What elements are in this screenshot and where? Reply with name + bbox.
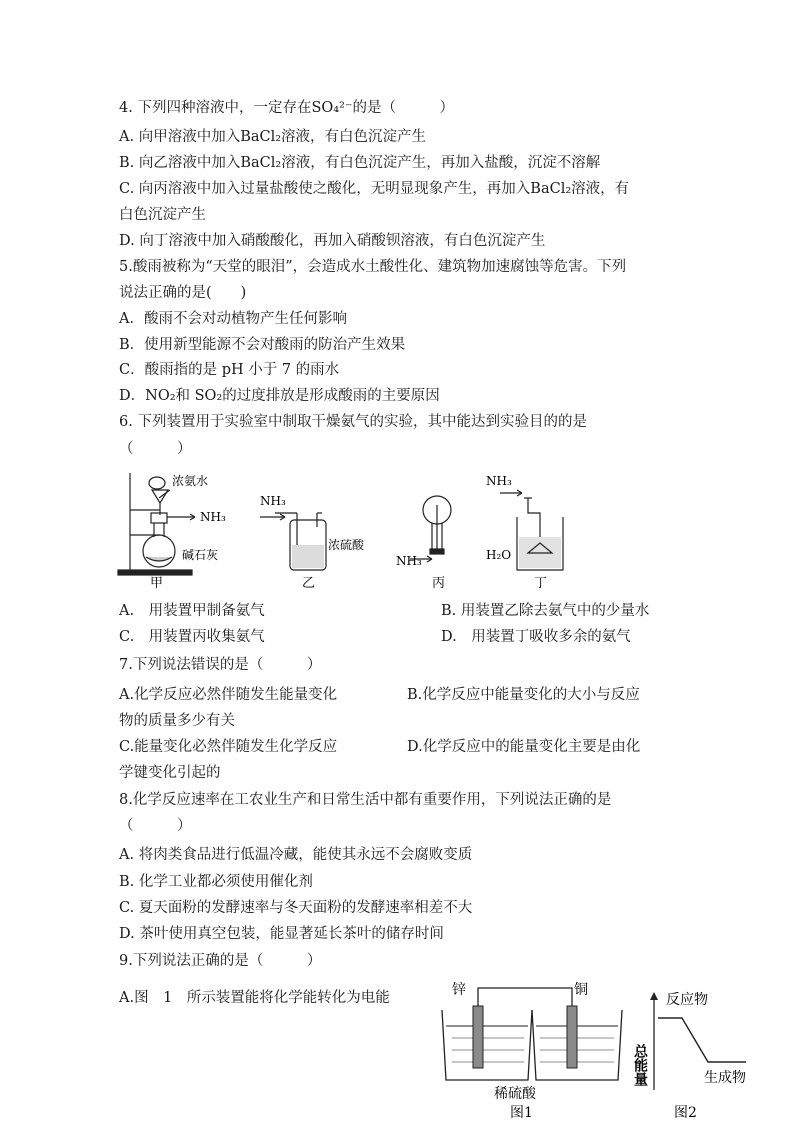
bing-nh3-label: NH₃ (396, 554, 422, 568)
q7-option-b: B.化学反应中能量变化的大小与反应 (407, 687, 640, 703)
fig2-ylabel: 总能量 (632, 1044, 648, 1086)
ding-water-label: H₂O (486, 548, 512, 562)
fig2-product-label: 生成物 (704, 1070, 746, 1086)
q6-option-d: D. 用装置丁吸收多余的氨气 (441, 629, 631, 645)
yi-caption: 乙 (302, 576, 316, 591)
q5-option-b: B．使用新型能源不会对酸雨的防治产生效果 (119, 337, 406, 353)
q7-stem: 7.下列说法错误的是（ ） (119, 657, 322, 673)
q6-option-b: B. 用装置乙除去氨气中的少量水 (441, 603, 650, 619)
q7-option-d: D.化学反应中的能量变化主要是由化 (407, 739, 641, 755)
q8-stem: 8.化学反应速率在工农业生产和日常生活中都有重要作用，下列说法正确的是 (119, 792, 612, 808)
apparatus-bing (410, 496, 451, 562)
q8-stem-cont: （ ） (119, 818, 192, 834)
fig2-caption: 图2 (674, 1105, 697, 1121)
q5-stem-cont: 说法正确的是( ) (119, 285, 247, 301)
energy-curve (658, 1018, 746, 1062)
q4-option-c: C. 向丙溶液中加入过量盐酸使之酸化，无明显现象产生，再加入BaCl₂溶液，有 (119, 181, 630, 197)
y-axis-arrow (650, 992, 658, 1000)
q4-option-a: A. 向甲溶液中加入BaCl₂溶液，有白色沉淀产生 (119, 129, 427, 145)
q6-stem: 6. 下列装置用于实验室中制取干燥氨气的实验，其中能达到实验目的的是 (119, 414, 587, 430)
yi-nh3-label: NH₃ (260, 494, 286, 508)
q4-option-c-cont: 白色沉淀产生 (119, 207, 206, 223)
q5-stem: 5.酸雨被称为“天堂的眼泪”，会造成水土酸性化、建筑物加速腐蚀等危害。下列 (119, 259, 627, 275)
q7-option-b-cont: 物的质量多少有关 (119, 713, 235, 729)
ding-caption: 丁 (534, 576, 548, 591)
q6-option-a: A. 用装置甲制备氨气 (119, 603, 265, 619)
wire (478, 988, 572, 1010)
fig2-reactant-label: 反应物 (666, 992, 708, 1008)
apparatus-yi (260, 513, 326, 570)
q5-option-c: C．酸雨指的是 pH 小于 7 的雨水 (119, 362, 340, 378)
q5-option-d: D．NO₂和 SO₂的过度排放是形成酸雨的主要原因 (119, 388, 440, 404)
ding-nh3-label: NH₃ (486, 474, 512, 488)
q8-option-c: C. 夏天面粉的发酵速率与冬天面粉的发酵速率相差不大 (119, 900, 473, 916)
fig1-copper-label: 铜 (574, 982, 588, 998)
q5-option-a: A．酸雨不会对动植物产生任何影响 (119, 311, 347, 327)
q6-stem-cont: （ ） (119, 441, 192, 457)
q6-option-c: C. 用装置丙收集氨气 (119, 629, 265, 645)
q8-option-d: D. 茶叶使用真空包装，能显著延长茶叶的储存时间 (119, 926, 444, 942)
jia-lime-label: 碱石灰 (182, 548, 219, 562)
fig1-caption: 图1 (510, 1105, 533, 1121)
fig1-acid-label: 稀硫酸 (494, 1086, 536, 1102)
q8-option-a: A. 将肉类食品进行低温冷藏，能使其永远不会腐败变质 (119, 847, 473, 863)
copper-electrode (567, 1006, 577, 1068)
q4-stem: 4. 下列四种溶液中，一定存在SO₄²⁻的是（ ） (119, 100, 455, 116)
q9-figure-2 (632, 980, 756, 1121)
yi-acid-label: 浓硫酸 (328, 538, 365, 552)
beaker-left (442, 1010, 532, 1080)
jia-ammonia-label: 浓氨水 (172, 474, 209, 488)
jia-caption: 甲 (150, 576, 164, 591)
q9-option-a: A.图 1 所示装置能将化学能转化为电能 (119, 990, 390, 1006)
q4-option-d: D. 向丁溶液中加入硝酸酸化，再加入硝酸钡溶液，有白色沉淀产生 (119, 233, 546, 249)
q9-stem: 9.下列说法正确的是（ ） (119, 953, 322, 969)
q7-option-c: C.能量变化必然伴随发生化学反应 (119, 739, 338, 755)
jia-nh3-label: NH₃ (200, 510, 226, 524)
q6-apparatus-figure (110, 465, 670, 590)
q9-figure-1 (432, 980, 630, 1120)
q8-option-b: B. 化学工业都必须使用催化剂 (119, 874, 313, 890)
fig1-zinc-label: 锌 (452, 982, 466, 998)
q7-option-d-cont: 学键变化引起的 (119, 765, 221, 781)
zinc-electrode (473, 1006, 483, 1068)
q7-option-a: A.化学反应必然伴随发生能量变化 (119, 687, 338, 703)
bing-caption: 丙 (432, 576, 446, 591)
q4-option-b: B. 向乙溶液中加入BaCl₂溶液，有白色沉淀产生，再加入盐酸，沉淀不溶解 (119, 155, 601, 171)
